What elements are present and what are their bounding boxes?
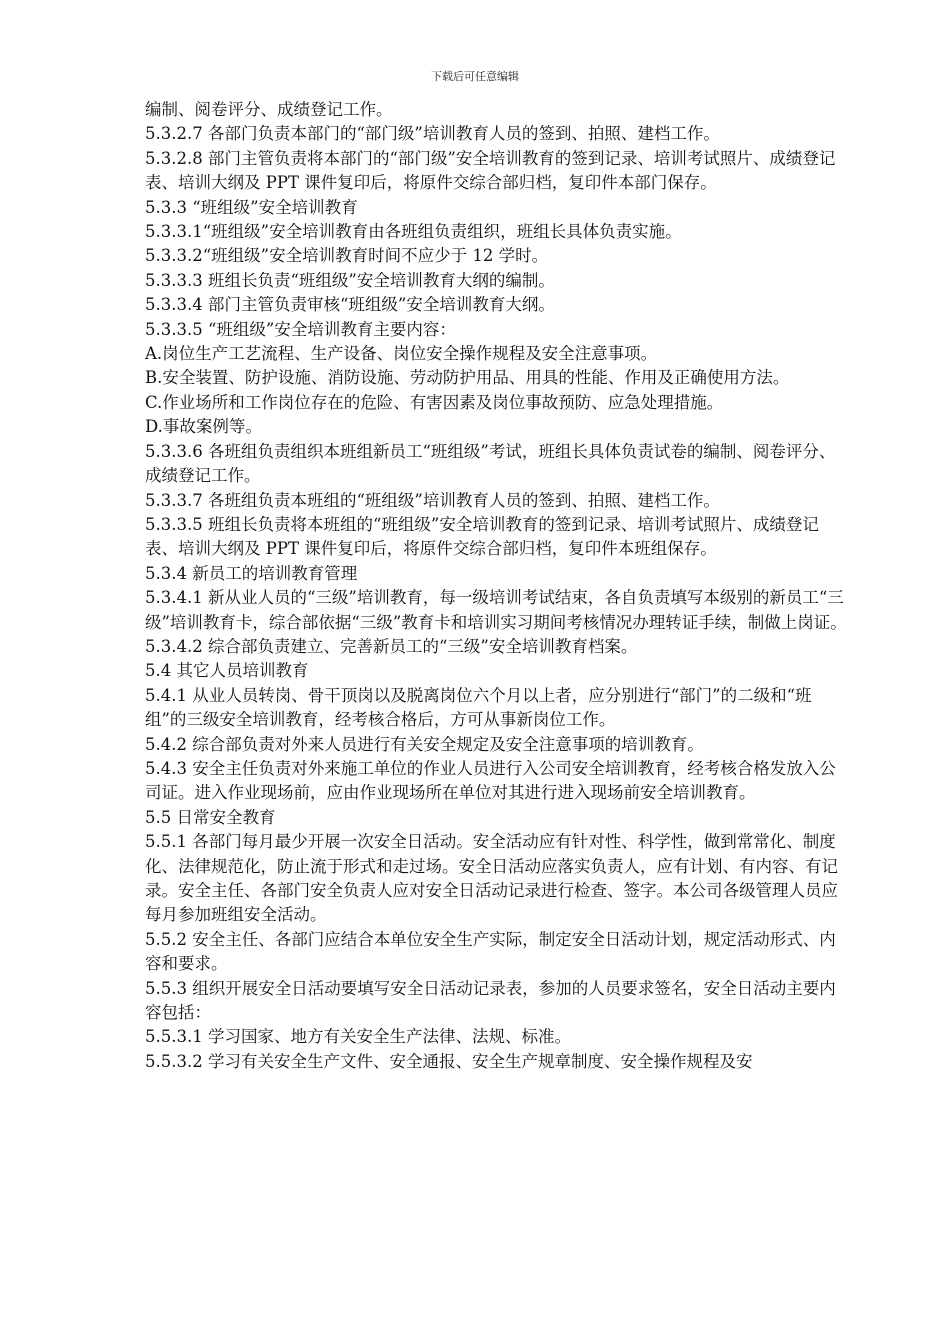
paragraph: 5.5.3.2 学习有关安全生产文件、安全通报、安全生产规章制度、安全操作规程及安 <box>145 1051 753 1071</box>
paragraph: 5.3.2.8 部门主管负责将本部门的“部门级”安全培训教育的签到记录、培训考试照片、成绩登记表、培训大纲及 PPT 课件复印后，将原件交综合部归档，复印件本部门保存。 <box>145 148 836 193</box>
paragraph: 5.5.2 安全主任、各部门应结合本单位安全生产实际，制定安全日活动计划，规定活动形式、内容和要求。 <box>145 929 836 974</box>
section-heading: 5.4 其它人员培训教育 <box>145 661 309 681</box>
paragraph: 5.3.3.5 “班组级”安全培训教育主要内容： <box>145 319 456 339</box>
paragraph: 5.3.3.5 班组长负责将本班组的“班组级”安全培训教育的签到记录、培训考试照片、成绩登记表、培训大纲及 PPT 课件复印后，将原件交综合部归档，复印件本班组保存。 <box>145 514 819 559</box>
document-body <box>145 98 850 1074</box>
paragraph: 5.5.3 组织开展安全日活动要填写安全日活动记录表，参加的人员要求签名，安全日活动主要内容包括： <box>145 978 836 1023</box>
paragraph: 5.5.3.1 学习国家、地方有关安全生产法律、法规、标准。 <box>145 1027 571 1047</box>
paragraph: 5.4.1 从业人员转岗、骨干顶岗以及脱离岗位六个月以上者，应分别进行“部门”的二级和“班组”的三级安全培训教育，经考核合格后，方可从事新岗位工作。 <box>145 685 812 730</box>
list-item: D.事故案例等。 <box>145 417 262 437</box>
section-heading: 5.5 日常安全教育 <box>145 807 276 827</box>
paragraph: 5.3.3.6 各班组负责组织本班组新员工“班组级”考试，班组长具体负责试卷的编制、阅卷评分、成绩登记工作。 <box>145 441 836 486</box>
paragraph: 5.3.3.4 部门主管负责审核“班组级”安全培训教育大纲。 <box>145 295 555 315</box>
paragraph: 5.3.3.3 班组长负责“班组级”安全培训教育大纲的编制。 <box>145 270 555 290</box>
paragraph: 5.3.4.1 新从业人员的“三级”培训教育，每一级培训考试结束，各自负责填写本级别的新员工“三级”培训教育卡，综合部依据“三级”教育卡和培训实习期间考核情况办理转证手续，制做上岗证。 <box>145 588 847 632</box>
section-heading: 5.3.4 新员工的培训教育管理 <box>145 563 358 583</box>
paragraph: 5.4.2 综合部负责对外来人员进行有关安全规定及安全注意事项的培训教育。 <box>145 734 704 754</box>
paragraph: 5.4.3 安全主任负责对外来施工单位的作业人员进行入公司安全培训教育，经考核合格发放入公司证。进入作业现场前，应由作业现场所在单位对其进行进入现场前安全培训教育。 <box>145 758 836 803</box>
paragraph: 5.3.3.1“班组级”安全培训教育由各班组负责组织，班组长具体负责实施。 <box>145 222 682 242</box>
paragraph: 5.3.3.2“班组级”安全培训教育时间不应少于 12 学时。 <box>145 246 549 266</box>
list-item: B.安全装置、防护设施、消防设施、劳动防护用品、用具的性能、作用及正确使用方法。 <box>145 368 790 388</box>
paragraph: 5.3.2.7 各部门负责本部门的“部门级”培训教育人员的签到、拍照、建档工作。 <box>145 124 720 144</box>
list-item: A.岗位生产工艺流程、生产设备、岗位安全操作规程及安全注意事项。 <box>145 344 658 364</box>
paragraph: 5.3.4.2 综合部负责建立、完善新员工的“三级”安全培训教育档案。 <box>145 636 638 656</box>
paragraph: 编制、阅卷评分、成绩登记工作。 <box>145 100 393 119</box>
list-item: C.作业场所和工作岗位存在的危险、有害因素及岗位事故预防、应急处理措施。 <box>145 392 724 412</box>
paragraph: 5.5.1 各部门每月最少开展一次安全日活动。安全活动应有针对性、科学性，做到常常化、制度化、法律规范化，防止流于形式和走过场。安全日活动应落实负责人，应有计划、有内容、有记录。安全主任、各部门安全负责人应对安全日活动记录进行检查、签字。本公司各级管理人员应每月参加班组安全活动。 <box>145 832 838 925</box>
section-heading: 5.3.3 “班组级”安全培训教育 <box>145 197 358 217</box>
paragraph: 5.3.3.7 各班组负责本班组的“班组级”培训教育人员的签到、拍照、建档工作。 <box>145 490 720 510</box>
header-note: 下载后可任意编辑 <box>431 70 519 83</box>
